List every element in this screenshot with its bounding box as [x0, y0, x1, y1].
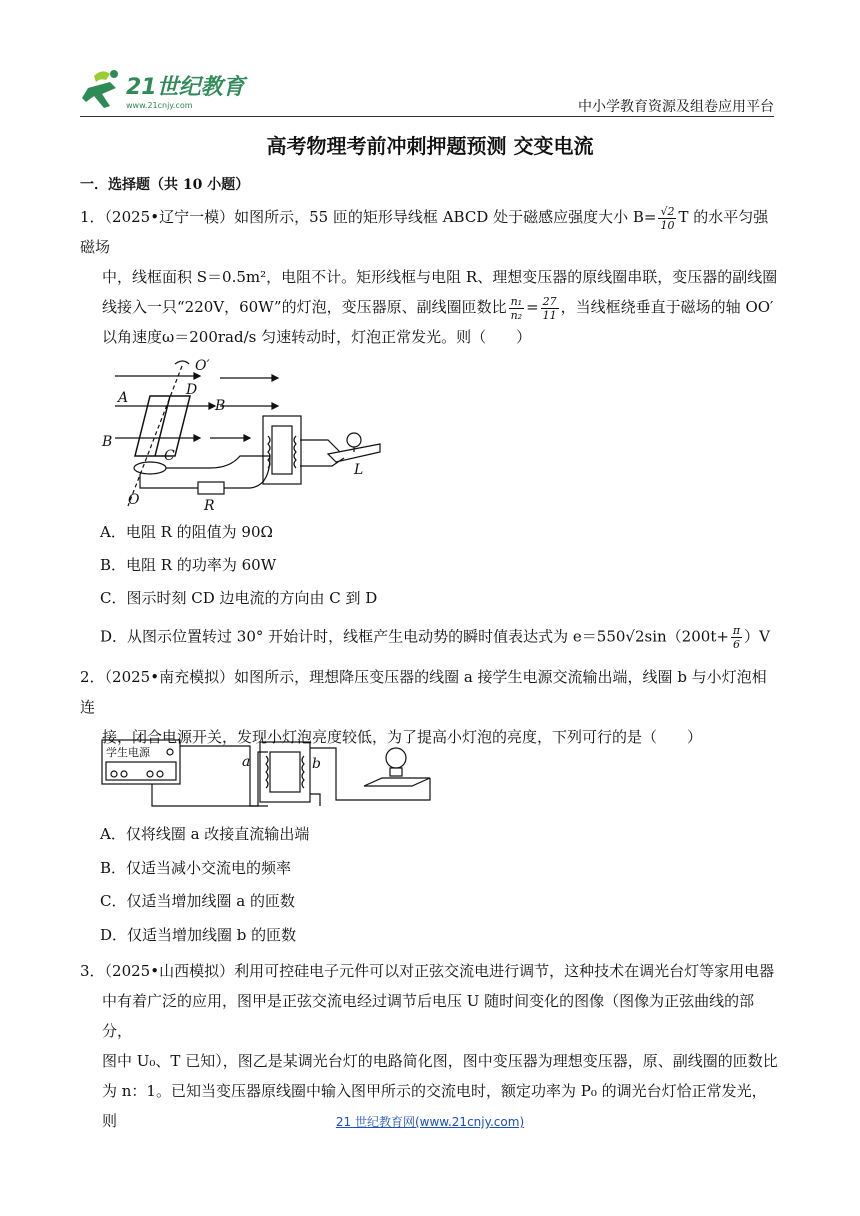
header-divider: [80, 116, 774, 117]
coil-a-label: a: [242, 754, 251, 770]
phase-fraction: $\frac{\pi}{6}$: [732, 624, 741, 651]
q2-option-b[interactable]: B．仅适当减小交流电的频率: [100, 859, 292, 877]
question-2-figure: [100, 734, 434, 810]
question-1-line-2: 中，线框面积 S＝0.5m²，电阻不计。矩形线框与电阻 R、理想变压器的原线圈串联，变压器的副线圈: [102, 268, 778, 286]
platform-name: 中小学教育资源及组卷应用平台: [578, 99, 774, 115]
label-o-prime: O′: [195, 358, 210, 374]
q2-option-d[interactable]: D．仅适当增加线圈 b 的匝数: [100, 926, 297, 944]
label-o: O: [128, 492, 140, 508]
question-3-line-1: 3．（2025•山西模拟）利用可控硅电子元件可以对正弦交流电进行调节，这种技术在调光台灯等家用电器: [80, 962, 775, 980]
site-logo: [80, 66, 250, 114]
runner-icon: [82, 70, 118, 108]
question-1-line-1: 1．（2025•辽宁一模）如图所示，55 匝的矩形导线框 ABCD 处于磁感应强度大小 B= $\frac{√2}{10}$ T 的水平匀强磁场: [80, 204, 769, 256]
question-3: [80, 956, 780, 1136]
power-supply-label: 学生电源: [106, 746, 150, 759]
question-3-line-2: 中有着广泛的应用，图甲是正弦交流电经过调节后电压 U 随时间变化的图像（图像为正弦曲线的部分，: [102, 992, 755, 1040]
coil-b-label: b: [312, 756, 321, 772]
question-3-line-3: 图中 U₀、T 已知），图乙是某调光台灯的电路简化图，图中变压器为理想变压器，原、副线圈的匝数比: [102, 1052, 778, 1070]
q2-option-a[interactable]: A．仅将线圈 a 改接直流输出端: [100, 825, 310, 843]
question-1-line-4: 以角速度ω＝200rad/s 匀速转动时，灯泡正常发光。则（ ）: [102, 328, 532, 346]
question-3-line-4: 为 n：1。已知当变压器原线圈中输入图甲所示的交流电时，额定功率为 P₀ 的调光台灯恰正常发光，则: [102, 1082, 767, 1130]
label-b-top: B: [215, 398, 226, 414]
b-fraction: $\frac{√2}{10}$: [660, 204, 675, 232]
q2-option-c[interactable]: C．仅适当增加线圈 a 的匝数: [100, 892, 295, 910]
question-1-figure: [100, 356, 390, 512]
q1-option-d[interactable]: D．从图示位置转过 30° 开始计时，线框产生电动势的瞬时值表达式为 e＝550√2sin（200t+ $\frac{\pi}{6}$ ）V: [100, 624, 770, 651]
question-2-line-1: 2．（2025•南充模拟）如图所示，理想降压变压器的线圈 a 接学生电源交流输出端，线圈 b 与小灯泡相连: [80, 668, 767, 716]
q1-option-a[interactable]: A．电阻 R 的阻值为 90Ω: [100, 523, 273, 541]
label-r: R: [204, 498, 215, 512]
q1-option-b[interactable]: B．电阻 R 的功率为 60W: [100, 556, 277, 574]
question-2-line-2: 接，闭合电源开关，发现小灯泡亮度较低，为了提高小灯泡的亮度，下列可行的是（ ）: [102, 728, 703, 746]
logo-text: 21世纪教育: [126, 75, 245, 100]
question-1: [80, 202, 780, 352]
logo-url: www.21cnjy.com: [126, 101, 193, 110]
label-a: A: [118, 390, 129, 406]
turns-ratio-value: $\frac{27}{11}$: [542, 294, 557, 322]
label-d: D: [186, 382, 198, 398]
section-heading: 一．选择题（共 10 小题）: [80, 177, 250, 193]
page-title: 高考物理考前冲刺押题预测 交变电流: [266, 134, 594, 158]
q1-option-c[interactable]: C．图示时刻 CD 边电流的方向由 C 到 D: [100, 589, 378, 607]
label-c: C: [164, 448, 175, 464]
label-b-bottom: B: [102, 434, 113, 450]
question-1-line-3: 线接入一只“220V，60W”的灯泡，变压器原、副线圈匝数比 $\frac{\text{n₁}}{\text{n₂}}$ = $\frac{27}{11}$ ，当线框绕垂直于磁场的轴 OO′: [102, 294, 774, 322]
turns-ratio-fraction: $\frac{\text{n₁}}{\text{n₂}}$: [510, 294, 523, 322]
label-l: L: [354, 462, 364, 478]
footer-link[interactable]: 21 世纪教育网(www.21cnjy.com): [335, 1115, 525, 1129]
